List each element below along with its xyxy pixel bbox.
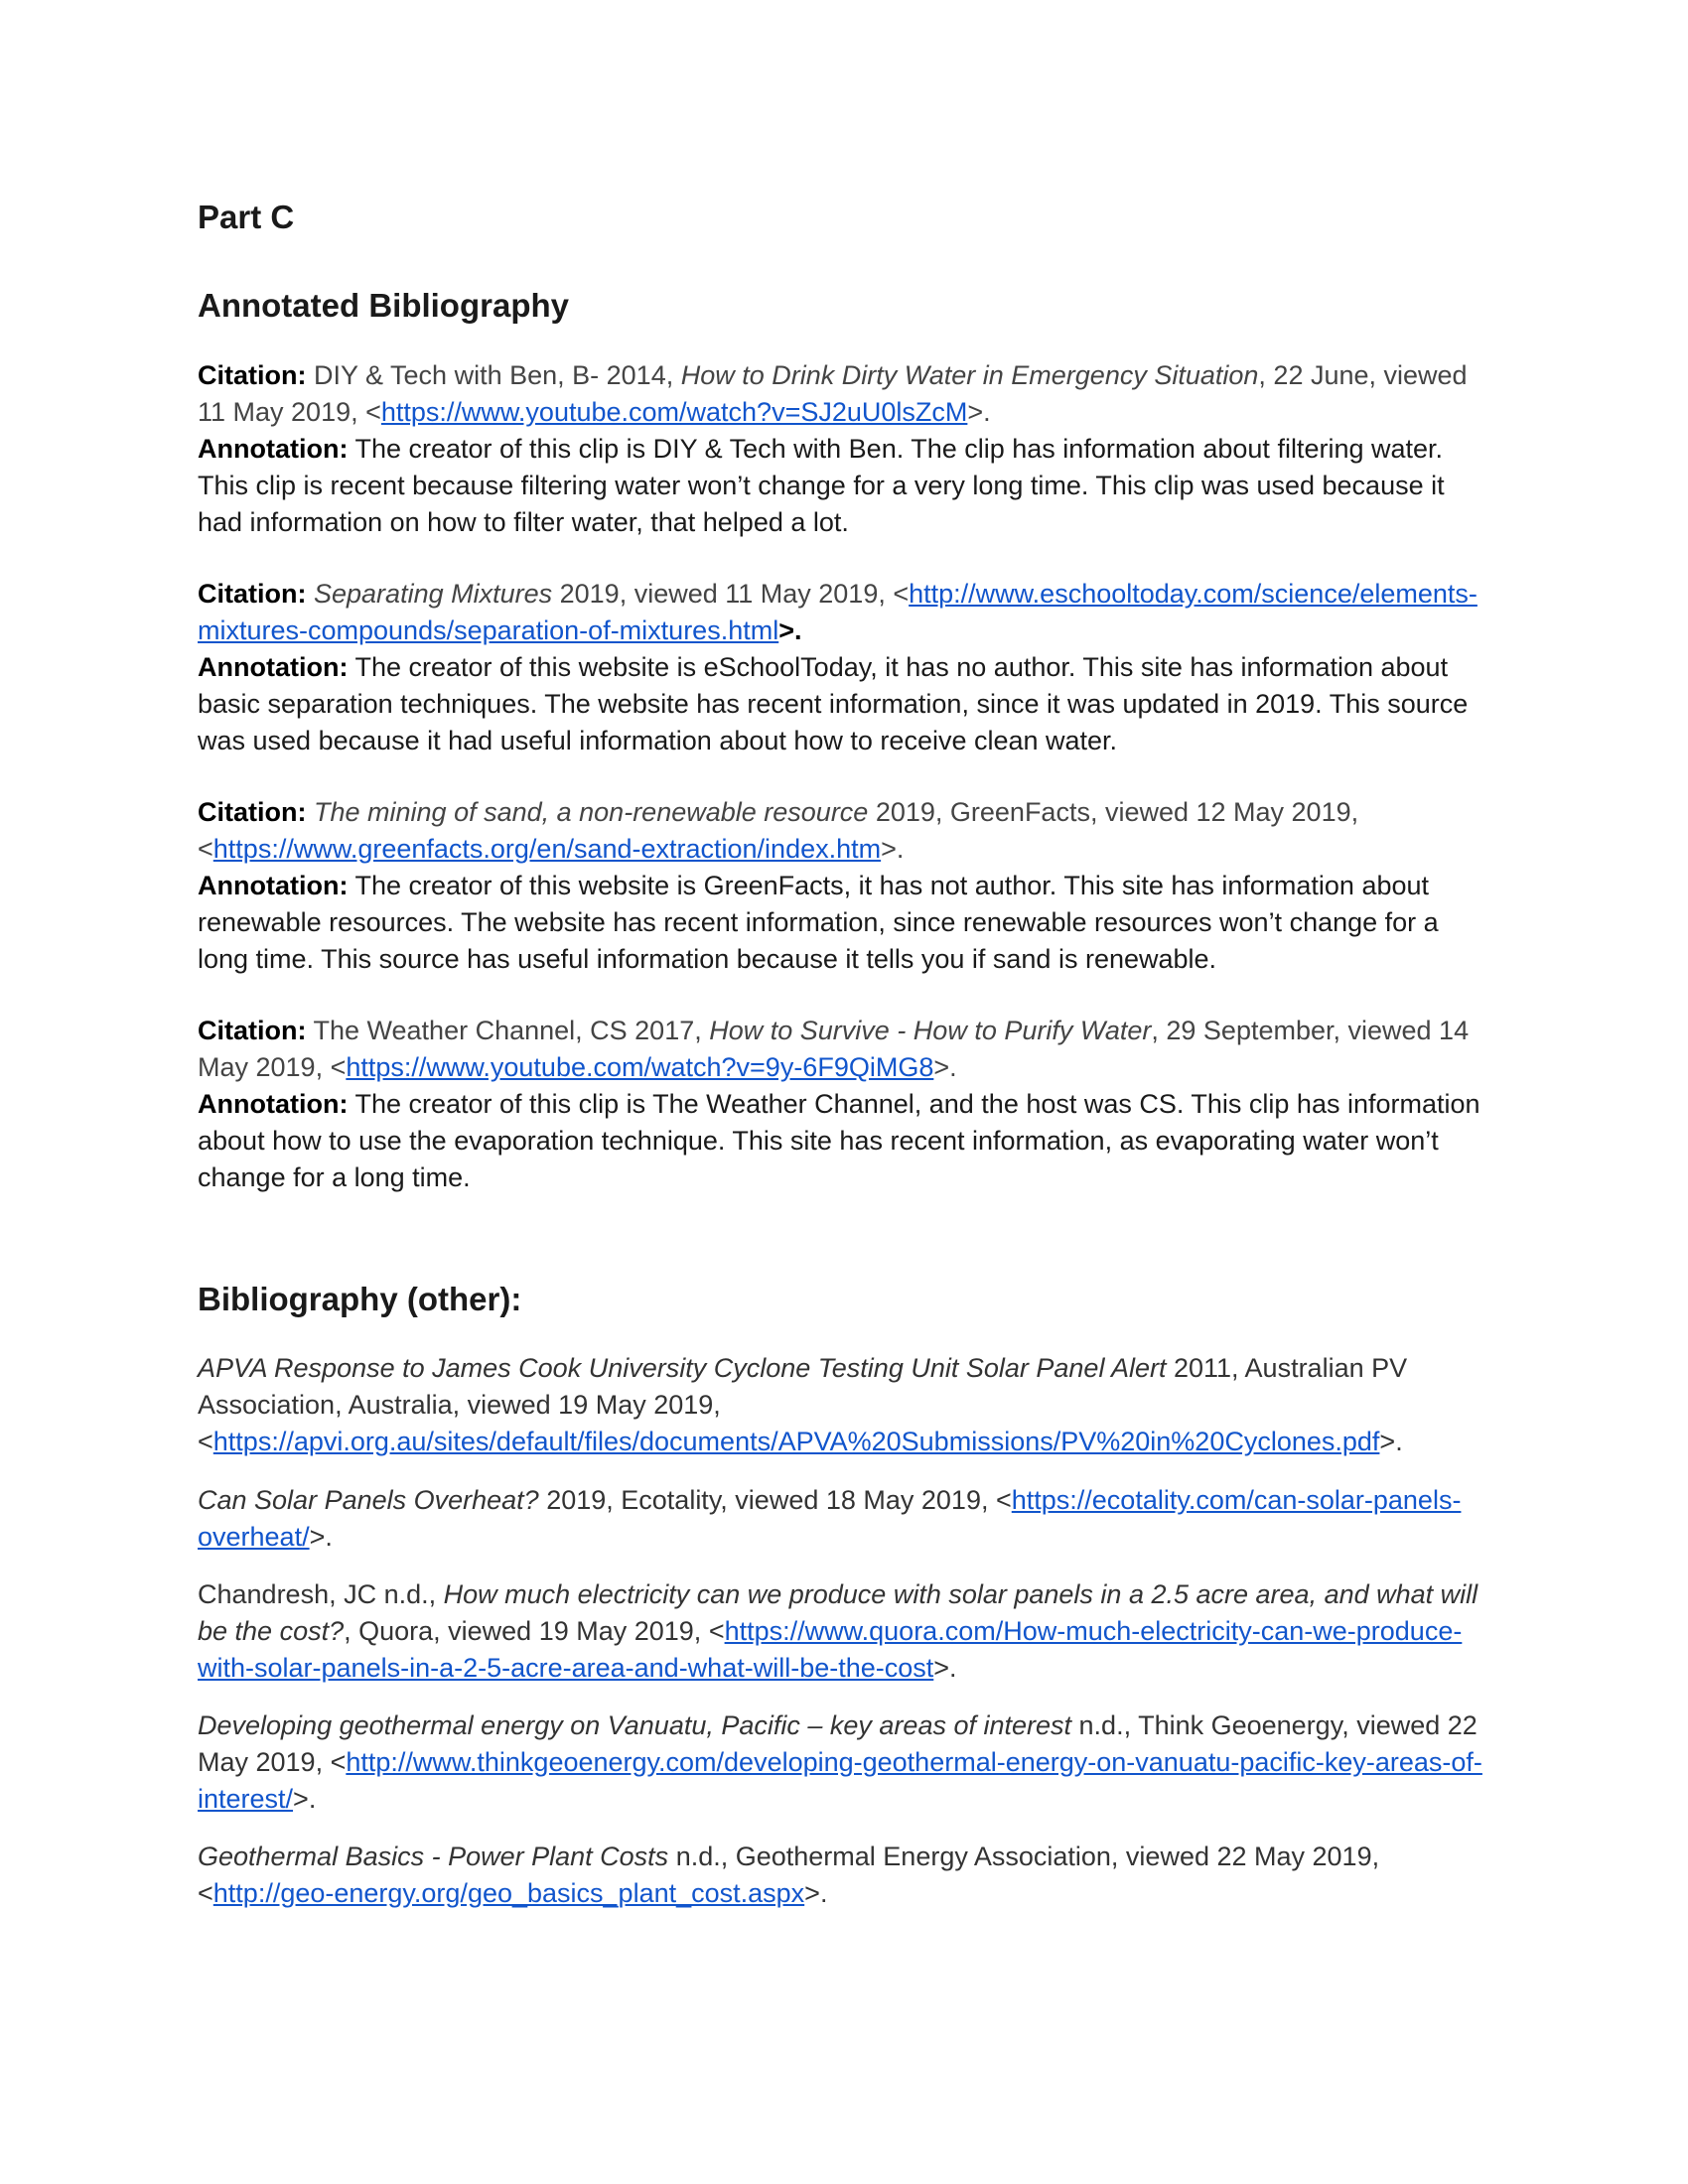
citation-line: [198, 576, 1488, 649]
citation-title: Separating Mixtures: [314, 579, 553, 609]
annotation-line: [198, 431, 1488, 541]
bibliography-entry: [198, 1482, 1488, 1556]
citation-label: Citation:: [198, 1016, 307, 1045]
annotated-entry: [198, 357, 1488, 541]
source-title: How much electricity can we produce with solar panels in a 2.5 acre area, and what will be the cost?: [198, 1579, 1478, 1646]
source-end: >.: [804, 1878, 828, 1908]
annotation-text: The creator of this website is GreenFacts, it has not author. This site has information about renewable resources. The website has recent information, since renewable resources won’t change for a long time. This source has useful information because it tells you if sand is renewable.: [198, 871, 1439, 974]
citation-details: 2019, viewed 11 May 2019, <: [552, 579, 910, 609]
citation-end: >.: [881, 834, 905, 864]
bibliography-entry: [198, 1839, 1488, 1912]
source-link[interactable]: https://ecotality.com/can-solar-panels-overheat/: [198, 1485, 1462, 1552]
source-link[interactable]: https://apvi.org.au/sites/default/files/documents/APVA%20Submissions/PV%20in%20Cyclones.pdf: [212, 1427, 1380, 1456]
annotated-bibliography-heading: Annotated Bibliography: [198, 287, 569, 324]
citation-line: [198, 1013, 1488, 1086]
source-title: Developing geothermal energy on Vanuatu, Pacific – key areas of interest: [198, 1710, 1072, 1740]
citation-end: >.: [967, 397, 991, 427]
citation-details: , 29 September, viewed 14 May 2019, <: [198, 1016, 1470, 1082]
citation-end: >.: [778, 615, 802, 645]
source-end: >.: [933, 1653, 957, 1683]
annotation-text: The creator of this website is eSchoolToday, it has no author. This site has information about basic separation techniques. The website has recent information, since it was updated in 2019. This source was used because it had useful information about how to receive clean water.: [198, 652, 1469, 755]
citation-link[interactable]: https://www.greenfacts.org/en/sand-extraction/index.htm: [212, 834, 882, 864]
part-heading: Part C: [198, 199, 295, 235]
annotated-entry: [198, 576, 1488, 759]
annotated-entry: [198, 794, 1488, 978]
annotated-entry: [198, 1013, 1488, 1196]
annotation-label: Annotation:: [198, 1089, 349, 1119]
citation-title: How to Survive - How to Purify Water: [709, 1016, 1152, 1045]
citation-line: [198, 794, 1488, 868]
citation-details: , 22 June, viewed 11 May 2019, <: [198, 360, 1468, 427]
annotation-line: [198, 1086, 1488, 1196]
citation-details: 2019, GreenFacts, viewed 12 May 2019, <: [198, 797, 1359, 864]
citation-label: Citation:: [198, 797, 307, 827]
citation-author: DIY & Tech with Ben, B- 2014,: [314, 360, 681, 390]
source-end: >.: [1379, 1427, 1403, 1456]
source-title: Geothermal Basics - Power Plant Costs: [198, 1842, 669, 1871]
annotation-text: The creator of this clip is DIY & Tech with Ben. The clip has information about filtering water. This clip is recent because filtering water won’t change for a very long time. This clip was used because it had information on how to filter water, that helped a lot.: [198, 434, 1445, 537]
source-title: Can Solar Panels Overheat?: [198, 1485, 539, 1515]
citation-label: Citation:: [198, 579, 307, 609]
source-details: 2019, Ecotality, viewed 18 May 2019, <: [538, 1485, 1012, 1515]
annotation-label: Annotation:: [198, 652, 349, 682]
citation-title: The mining of sand, a non-renewable resource: [314, 797, 869, 827]
citation-link[interactable]: https://www.youtube.com/watch?v=SJ2uU0lsZcM: [380, 397, 968, 427]
citation-title: How to Drink Dirty Water in Emergency Situation: [680, 360, 1259, 390]
source-end: >.: [309, 1522, 333, 1552]
annotation-line: [198, 868, 1488, 978]
source-author: Chandresh, JC n.d.,: [198, 1579, 444, 1609]
source-details: 2011, Australian PV Association, Australia, viewed 19 May 2019, <: [198, 1353, 1408, 1456]
bibliography-entry: [198, 1707, 1488, 1818]
source-link[interactable]: https://www.quora.com/How-much-electricity-can-we-produce-with-solar-panels-in-a-2-5-acre-area-and-what-will-be-the-cost: [198, 1616, 1463, 1683]
citation-author: The Weather Channel, CS 2017,: [313, 1016, 710, 1045]
citation-link[interactable]: https://www.youtube.com/watch?v=9y-6F9QiMG8: [346, 1052, 934, 1082]
source-link[interactable]: http://www.thinkgeoenergy.com/developing-geothermal-energy-on-vanuatu-pacific-key-areas-of-interest/: [198, 1747, 1482, 1814]
source-link[interactable]: http://geo-energy.org/geo_basics_plant_cost.aspx: [212, 1878, 805, 1908]
source-details: n.d., Think Geoenergy, viewed 22 May 2019, <: [198, 1710, 1477, 1777]
citation-line: [198, 357, 1488, 431]
source-end: >.: [293, 1784, 317, 1814]
annotation-label: Annotation:: [198, 434, 349, 464]
citation-label: Citation:: [198, 360, 307, 390]
citation-link[interactable]: http://www.eschooltoday.com/science/elements-mixtures-compounds/separation-of-mixtures.html: [198, 579, 1477, 645]
annotation-line: [198, 649, 1488, 759]
citation-end: >.: [933, 1052, 957, 1082]
source-details: , Quora, viewed 19 May 2019, <: [344, 1616, 725, 1646]
annotation-text: The creator of this clip is The Weather Channel, and the host was CS. This clip has information about how to use the evaporation technique. This site has recent information, as evaporating water won’t change for a long time.: [198, 1089, 1480, 1192]
other-bibliography-heading: Bibliography (other):: [198, 1281, 522, 1317]
bibliography-entry: [198, 1576, 1488, 1687]
source-details: n.d., Geothermal Energy Association, viewed 22 May 2019, <: [198, 1842, 1380, 1908]
annotation-label: Annotation:: [198, 871, 349, 900]
bibliography-entry: [198, 1350, 1488, 1460]
source-title: APVA Response to James Cook University Cyclone Testing Unit Solar Panel Alert: [198, 1353, 1167, 1383]
